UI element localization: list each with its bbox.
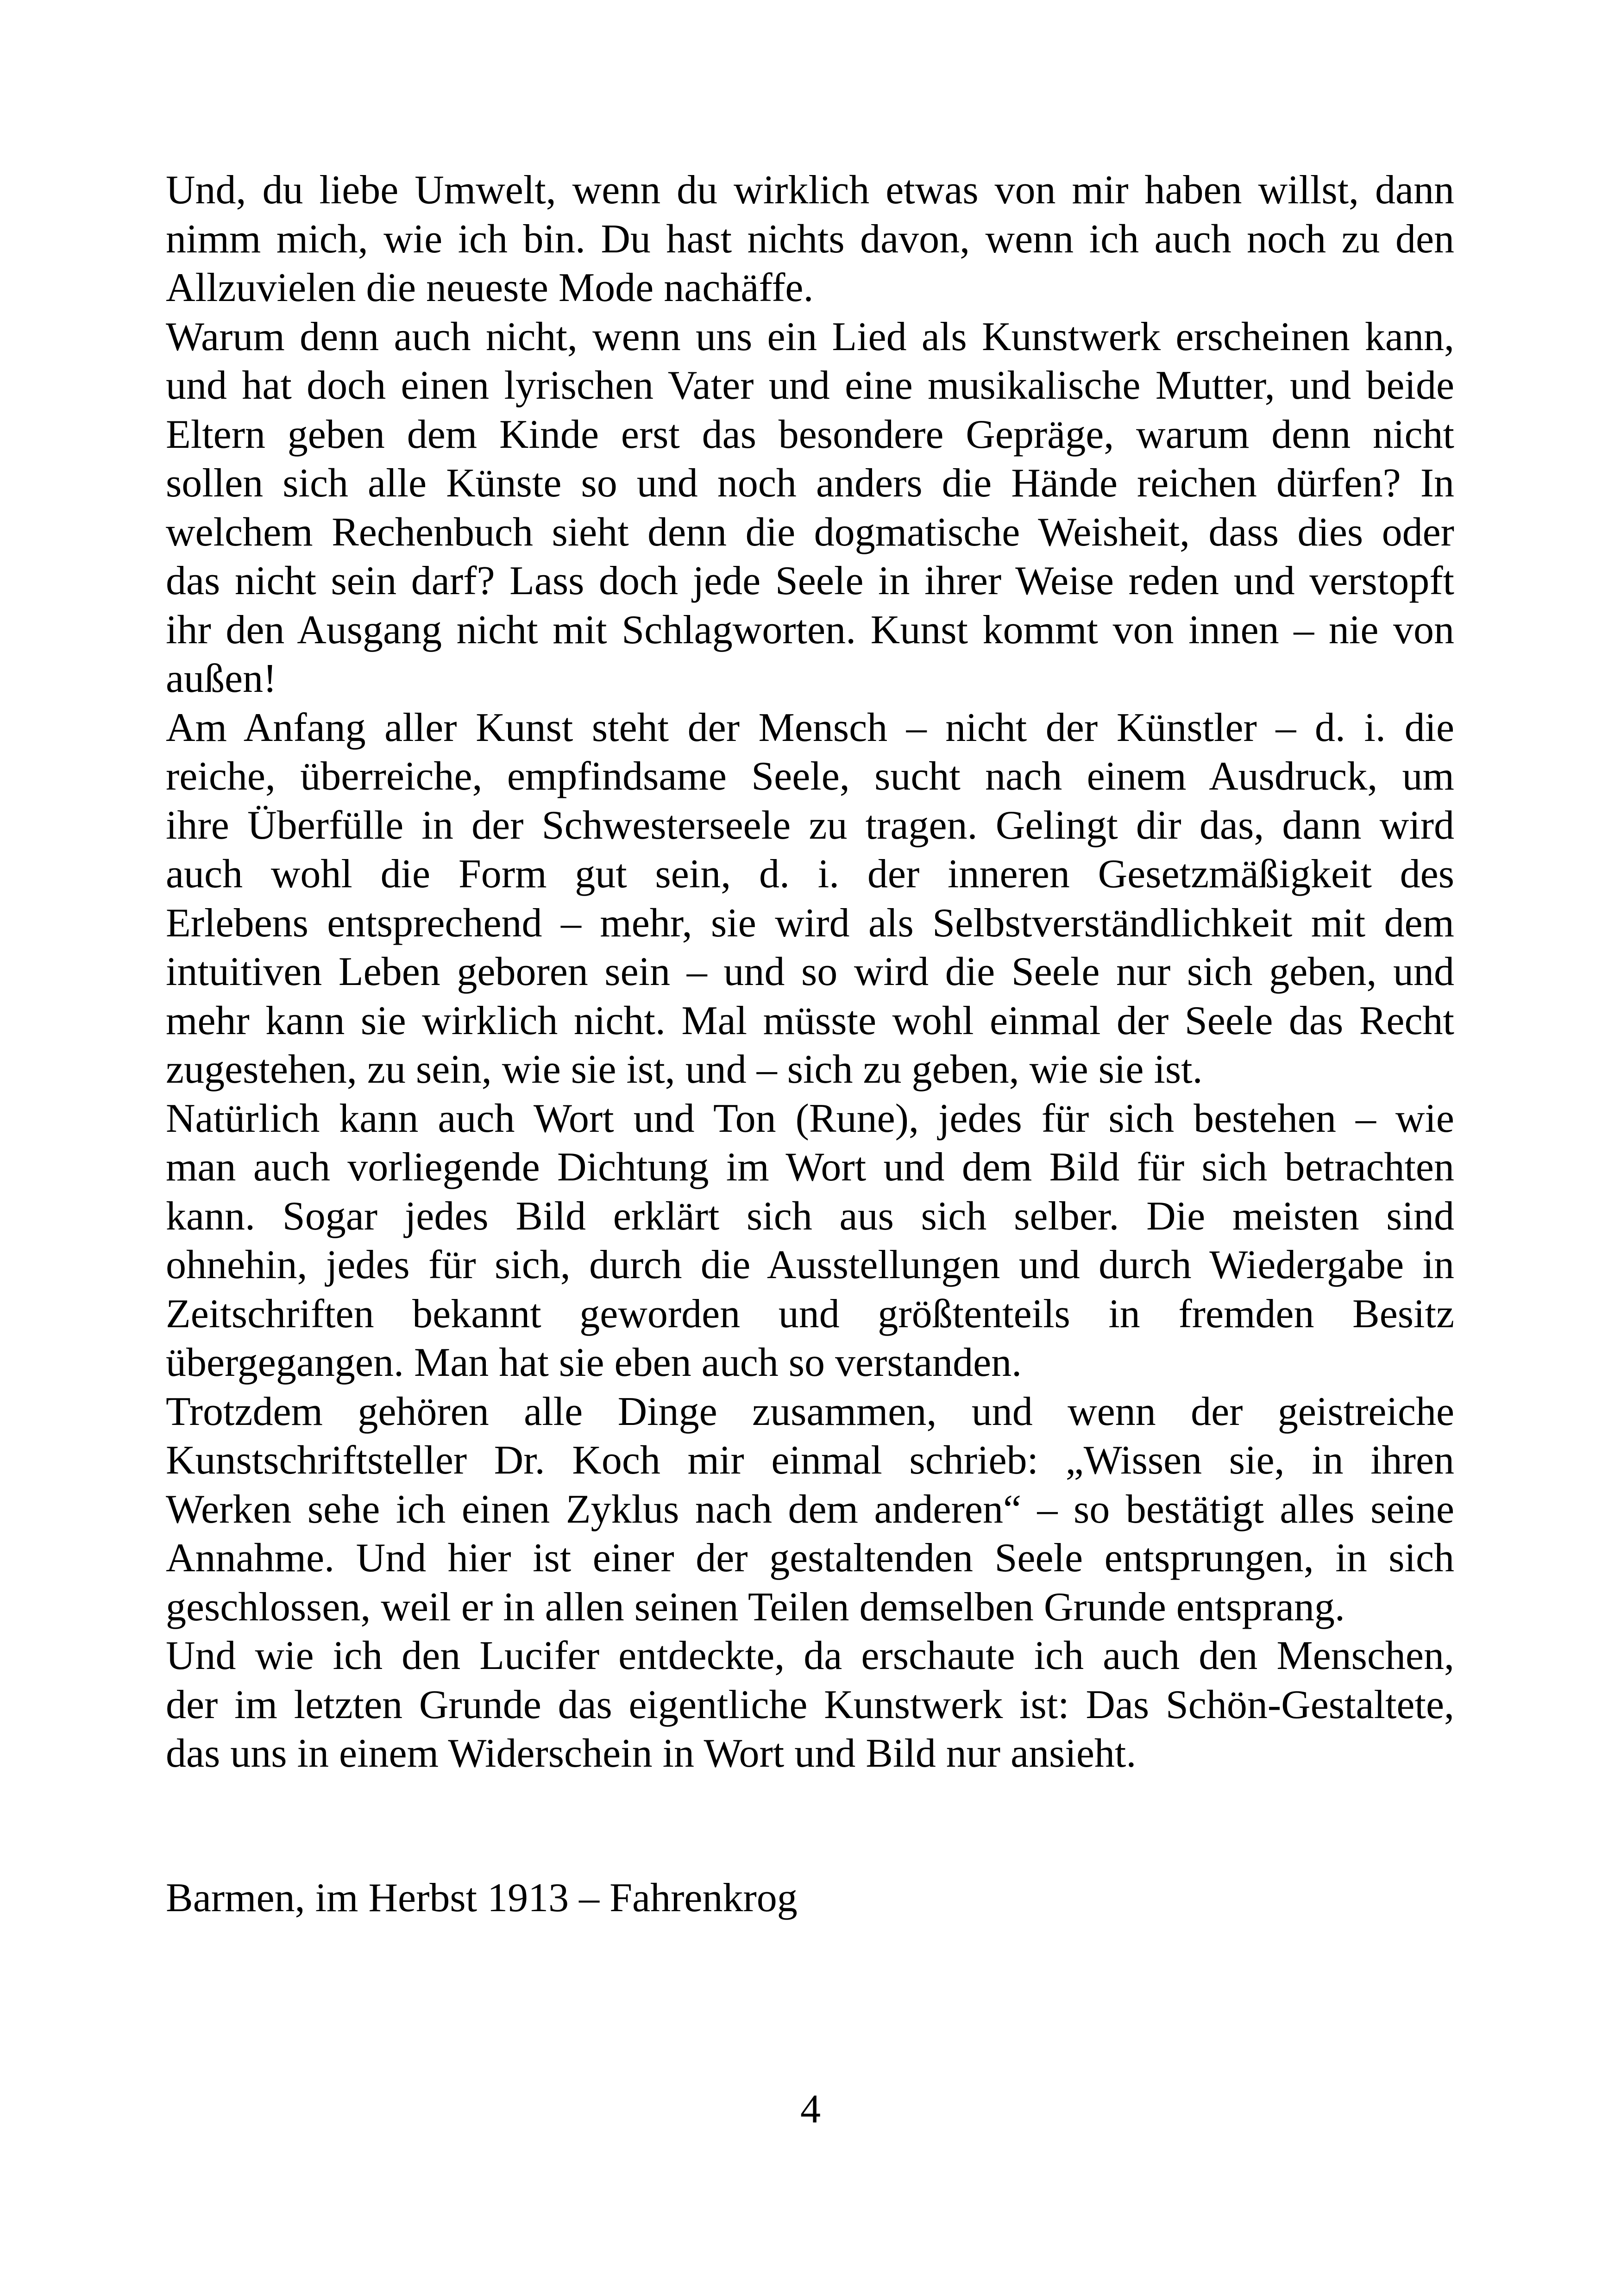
text-line: reiche, überreiche, empfindsame Seele, sucht nach einem Ausdruck, um: [166, 754, 1454, 799]
text-line: sollen sich alle Künste so und noch anders die Hände reichen dürfen? In: [166, 461, 1454, 506]
text-line: nimm mich, wie ich bin. Du hast nichts davon, wenn ich auch noch zu den: [166, 216, 1454, 262]
text-line: kann. Sogar jedes Bild erklärt sich aus sich selber. Die meisten sind: [166, 1193, 1454, 1239]
text-line: Werken sehe ich einen Zyklus nach dem anderen“ – so bestätigt alles seine: [166, 1487, 1454, 1532]
paragraph: [166, 1631, 1454, 1778]
text-line: Trotzdem gehören alle Dinge zusammen, und wenn der geistreiche: [166, 1389, 1454, 1434]
text-line: Erlebens entsprechend – mehr, sie wird als Selbstverständlichkeit mit dem: [166, 900, 1454, 946]
text-line: Am Anfang aller Kunst steht der Mensch – nicht der Künstler – d. i. die: [166, 705, 1454, 750]
text-line: geschlossen, weil er in allen seinen Teilen demselben Grunde entsprang.: [166, 1584, 1345, 1630]
text-line: ihre Überfülle in der Schwesterseele zu tragen. Gelingt dir das, dann wird: [166, 803, 1454, 848]
text-line: welchem Rechenbuch sieht denn die dogmatische Weisheit, dass dies oder: [166, 509, 1454, 555]
text-line: das nicht sein darf? Lass doch jede Seele in ihrer Weise reden und verstopft: [166, 558, 1454, 603]
paragraph: [166, 313, 1454, 703]
text-line: zugestehen, zu sein, wie sie ist, und – sich zu geben, wie sie ist.: [166, 1047, 1203, 1092]
page-number: 4: [800, 2087, 821, 2132]
text-line: Und wie ich den Lucifer entdeckte, da erschaute ich auch den Menschen,: [166, 1633, 1454, 1678]
text-line: Annahme. Und hier ist einer der gestaltenden Seele entsprungen, in sich: [166, 1536, 1454, 1581]
paragraph: [166, 1387, 1454, 1632]
text-line: auch wohl die Form gut sein, d. i. der inneren Gesetzmäßigkeit des: [166, 852, 1454, 897]
text-line: Eltern geben dem Kinde erst das besondere Gepräge, warum denn nicht: [166, 412, 1454, 457]
text-line: Zeitschriften bekannt geworden und größtenteils in fremden Besitz: [166, 1291, 1454, 1336]
text-line: übergegangen. Man hat sie eben auch so verstanden.: [166, 1340, 1022, 1385]
text-line: ihr den Ausgang nicht mit Schlagworten. Kunst kommt von innen – nie von: [166, 607, 1454, 652]
text-line: Kunstschriftsteller Dr. Koch mir einmal schrieb: „Wissen sie, in ihren: [166, 1438, 1454, 1483]
paragraph: [166, 703, 1454, 1094]
text-line: Warum denn auch nicht, wenn uns ein Lied als Kunstwerk erscheinen kann,: [166, 314, 1454, 359]
text-line: außen!: [166, 656, 277, 701]
text-line: Allzuvielen die neueste Mode nachäffe.: [166, 265, 814, 310]
text-line: das uns in einem Widerschein in Wort und Bild nur ansieht.: [166, 1731, 1137, 1776]
text-line: man auch vorliegende Dichtung im Wort und dem Bild für sich betrachten: [166, 1145, 1454, 1190]
text-line: intuitiven Leben geboren sein – und so wird die Seele nur sich geben, und: [166, 949, 1454, 994]
text-line: ohnehin, jedes für sich, durch die Ausstellungen und durch Wiedergabe in: [166, 1242, 1454, 1287]
signature-line: Barmen, im Herbst 1913 – Fahrenkrog: [166, 1876, 798, 1920]
paragraph: [166, 1094, 1454, 1387]
text-line: der im letzten Grunde das eigentliche Kunstwerk ist: Das Schön-Gestaltete,: [166, 1682, 1454, 1727]
paragraph: [166, 166, 1454, 313]
text-line: und hat doch einen lyrischen Vater und eine musikalische Mutter, und beide: [166, 363, 1454, 408]
text-line: Natürlich kann auch Wort und Ton (Rune), jedes für sich bestehen – wie: [166, 1096, 1454, 1141]
text-line: Und, du liebe Umwelt, wenn du wirklich etwas von mir haben willst, dann: [166, 168, 1454, 213]
text-line: mehr kann sie wirklich nicht. Mal müsste wohl einmal der Seele das Recht: [166, 998, 1454, 1043]
body-text: [166, 166, 1454, 1778]
